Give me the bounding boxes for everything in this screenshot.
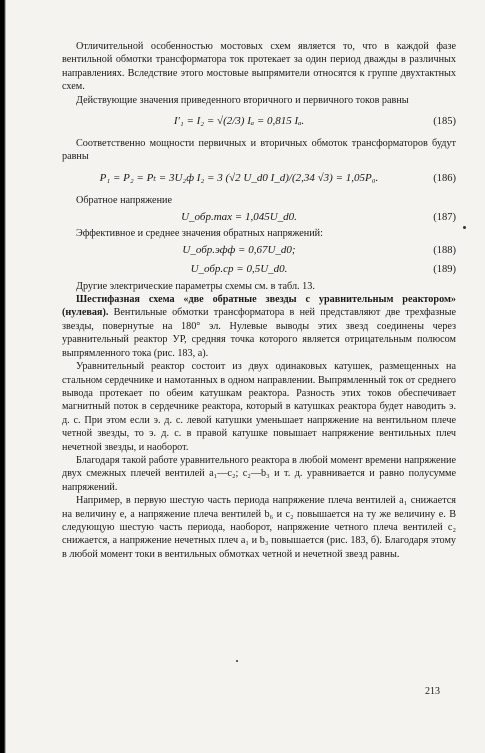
paragraph-3: Соответственно мощности первичных и вторичных обмоток трансформаторов будут равны (62, 138, 456, 163)
paragraph-6: Другие электрические параметры схемы см. в табл. 13. (76, 280, 315, 292)
equation-187-number: (187) (433, 211, 456, 223)
paragraph-2: Действующие значения приведенного вторичного и первичного токов равны (76, 94, 409, 106)
equation-189 (62, 261, 456, 279)
equation-188-body: U_обр.эфф = 0,67U_d0; (182, 243, 296, 256)
paragraph-9: Благодаря такой работе уравнительного реактора в любой момент времени напряжение двух смежных плечей вентилей a₁—c₂; c₂—b₃ и т. д. уравнивается и равно полусумме напряжений. (62, 454, 456, 493)
page-binding-edge (0, 0, 6, 753)
equation-185 (62, 108, 456, 136)
paragraph-10: Например, в первую шестую часть периода напряжение плеча вентилей a₁ снижается на величину e, а напряжение плеча вентилей b₆ и c₂ повышается на ту же величину e. В следующую шестую часть периода, наоборот, напряжение четного плеча вентилей c₂ снижается, а напряжение нечетных плеч a₁ и b₃ повышается (рис. 183, б). Благодаря этому в любой момент токи в вентильных обмотках четной и нечетной звезд равны. (62, 495, 456, 560)
equation-185-body: I′₁ = I₂ = √(2/3) Iₐ = 0,815 Iₐ. (173, 115, 305, 128)
equation-188-number: (188) (433, 244, 456, 256)
equation-186-number: (186) (433, 173, 456, 185)
paragraph-5: Эффективное и среднее значения обратных напряжений: (76, 228, 323, 240)
paragraph-1: Отличительной особенностью мостовых схем является то, что в каждой фазе вентильной обмотки трансформатора ток протекает за один период дважды в различных направлениях. Вследствие этого мостовые выпрямители относятся к группе двухтактных схем. (62, 41, 456, 93)
equation-186-body: P₁ = P₂ = Pₜ = 3U₂ф I₂ = 3 (√2 U_d0 I_d)/(2,34 √3) = 1,05P₀. (99, 172, 379, 185)
page-body (62, 40, 456, 561)
paragraph-7 (62, 293, 456, 360)
scan-speck (463, 226, 466, 229)
scan-speck (236, 660, 238, 662)
equation-185-number: (185) (433, 116, 456, 128)
equation-187-body: U_обр.max = 1,045U_d0. (181, 210, 297, 223)
equation-189-body: U_обр.ср = 0,5U_d0. (190, 262, 288, 275)
equation-189-number: (189) (433, 263, 456, 275)
paragraph-8: Уравнительный реактор состоит из двух одинаковых катушек, размещенных на стальном сердечнике и намотанных в одном направлении. Выпрямленный ток от среднего вывода протекает по обеим катушкам реактора. Разность этих токов обеспечивает магнитный поток в сердечнике реактора, который в катушках реактора будет наводить э. д. с. При этом если э. д. с. левой катушки уменьшает напряжение на вентильном плече четной звезды, то э. д. с. в правой катушке повышает напряжение вентильных плеч нечетной звезды, и наоборот. (62, 361, 456, 453)
equation-186 (62, 165, 456, 193)
paragraph-7-body: Вентильные обмотки трансформатора в ней представляют две трехфазные звезды, повернутые на 180° эл. Нулевые выводы этих звезд соединены через уравнительный реактор УР, средняя точка которого является отрицательным полюсом выпрямленного тока (рис. 183, а). (62, 307, 456, 359)
equation-187 (62, 208, 456, 226)
equation-188 (62, 242, 456, 260)
paragraph-4: Обратное напряжение (76, 194, 173, 206)
section-heading: Шестифазная схема «две обратные звезды с уравнительным реактором» (нулевая). (62, 294, 456, 319)
page-number: 213 (425, 686, 440, 697)
